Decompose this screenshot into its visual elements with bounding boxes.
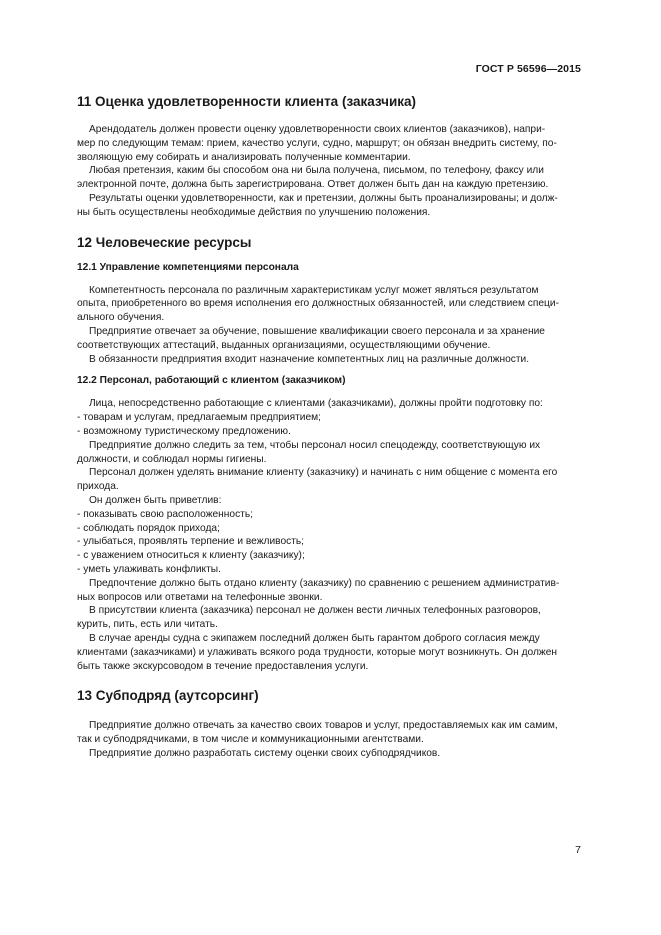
section-12-2-paragraph: Он должен быть приветлив: - показывать свою расположенность; - соблюдать порядок прихода; - улыбаться, проявлять терпение и вежливость; - с уважением относиться к клиенту (заказчику); - уметь улаживать конфликты. [77,494,305,575]
section-11-paragraph: Арендодатель должен провести оценку удовлетворенности своих клиентов (заказчиков), напри- мер по следующим темам: прием, качество услуги, судно, маршрут; он обязан внедрить систему, по- зволяющую ему собирать и анализировать полученные комментарии. [77,124,557,163]
page-content [77,88,583,761]
section-12-2-paragraph: В случае аренды судна с экипажем последний должен быть гарантом доброго согласия между клиентами (заказчиками) и улаживать всякого рода трудности, которые могут возникнуть. Он должен быть также экскурсоводом в течение предоставления услуги. [77,632,558,672]
section-11-paragraph: Любая претензия, каким бы способом она ни была получена, письмом, по телефону, факсу или электронной почте, должна быть зарегистрирована. Ответ должен быть дан на каждую претензию. [77,165,549,191]
section-12-2-paragraph: Предприятие должно следить за тем, чтобы персонал носил спецодежду, соответствующую их должности, и соблюдал нормы гигиены. [77,439,541,465]
section-13-paragraph: Предприятие должно отвечать за качество своих товаров и услуг, предоставляемых как им самим, так и субподрядчиками, в том числе и коммуникационными агентствами. [77,720,558,746]
page-number: 7 [575,844,581,856]
section-12-2-paragraph: Предпочтение должно быть отдано клиенту (заказчику) по сравнению с решением административ- ных вопросов или ответами на телефонные звонки. [77,577,560,603]
section-12-2-paragraph: В присутствии клиента (заказчика) персонал не должен вести личных телефонных разговоров, курить, пить, есть или читать. [77,605,541,631]
section-12-1-paragraph: В обязанности предприятия входит назначение компетентных лиц на различные должности. [89,353,530,365]
section-13-paragraph: Предприятие должно разработать систему оценки своих субподрядчиков. [89,747,441,759]
subsection-12-1-title: 12.1 Управление компетенциями персонала [77,261,299,273]
document-code: ГОСТ Р 56596—2015 [475,63,581,75]
section-13-title: 13 Субподряд (аутсорсинг) [77,688,259,704]
section-11-title: 11 Оценка удовлетворенности клиента (заказчика) [77,94,417,109]
section-11-paragraph: Результаты оценки удовлетворенности, как и претензии, должны быть проанализированы; и долж- ны быть осуществлены необходимые действия по улучшению положения. [77,192,558,218]
subsection-12-2-title: 12.2 Персонал, работающий с клиентом (заказчиком) [77,375,346,387]
section-12-1-paragraph: Компетентность персонала по различным характеристикам услуг может являться результатом опыта, приобретенного во время исполнения его должностных обязанностей, или следствием специ- ального обучения. [77,284,559,324]
section-12-title: 12 Человеческие ресурсы [77,234,252,250]
section-12-2-paragraph: Лица, непосредственно работающие с клиентами (заказчиками), должны пройти подготовку по: - товарам и услугам, предлагаемым предприятием; - возможному туристическому предложению. [77,398,543,437]
section-12-1-paragraph: Предприятие отвечает за обучение, повышение квалификации своего персонала и за хранение соответствующих аттестаций, выданных организациями, осуществляющими обучение. [77,325,545,351]
section-12-2-paragraph: Персонал должен уделять внимание клиенту (заказчику) и начинать с ним общение с момента его прихода. [77,467,558,493]
